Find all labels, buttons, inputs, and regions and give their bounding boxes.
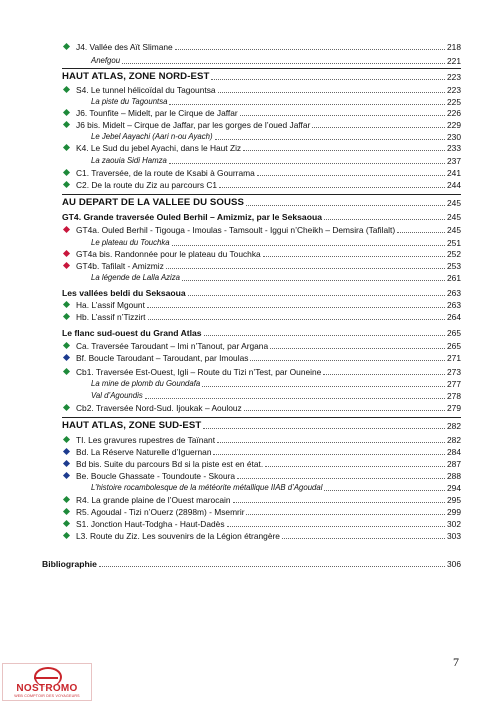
toc-entry-title: Be. Boucle Ghassate - Toundoute - Skoura [76, 471, 236, 481]
toc-entry-title: Bd. La Réserve Naturelle d’Iguernan [76, 447, 212, 457]
toc-entry-title: GT4b. Tafilalt - Amizmiz [76, 261, 164, 271]
diamond-bullet-icon [63, 460, 70, 467]
toc-page-number: 263 [447, 300, 461, 310]
dot-leader [169, 104, 445, 105]
toc-row-entry [0, 141, 500, 153]
toc-entry-title: Le flanc sud-ouest du Grand Atlas [62, 328, 202, 338]
toc-page-number: 264 [447, 312, 461, 322]
diamond-bullet-icon [63, 496, 70, 503]
toc-entry-title: Bibliographie [42, 559, 97, 569]
toc-page-number: 221 [447, 56, 461, 66]
toc-row-entry [0, 457, 500, 469]
toc-row-section [0, 196, 500, 208]
toc-page-number: 277 [447, 379, 461, 389]
toc-entry-title: J6 bis. Midelt – Cirque de Jaffar, par les gorges de l’oued Jaffar [76, 120, 311, 130]
toc-row-entry [0, 493, 500, 505]
toc-row-entry [0, 433, 500, 445]
toc-row-entry [0, 365, 500, 377]
diamond-bullet-icon [63, 508, 70, 515]
dot-leader [145, 398, 445, 399]
toc-entry-title: GT4a. Ouled Berhil - Tigouga - Imoulas - Tamsoult - Iggui n’Cheikh – Demsira (Tafilalt) [76, 225, 396, 235]
toc-entry-title: La légende de Lalla Aziza [91, 273, 181, 282]
toc-row-sub [0, 389, 500, 401]
dot-leader [215, 139, 445, 140]
dot-leader [203, 428, 445, 429]
dot-leader [243, 150, 445, 151]
toc-row-entry [0, 505, 500, 517]
toc-row-entry [0, 106, 500, 118]
toc-page-number: 226 [447, 108, 461, 118]
toc-row-section [0, 70, 500, 82]
diamond-bullet-icon [63, 448, 70, 455]
dot-leader [324, 490, 445, 491]
toc-row-entry [0, 339, 500, 351]
toc-entry-title: Le Jebel Aayachi (Aari n-ou Ayach) [91, 132, 213, 141]
toc-page-number: 229 [447, 120, 461, 130]
toc-row-sub [0, 377, 500, 389]
dot-leader [324, 219, 445, 220]
toc-page-number: 273 [447, 367, 461, 377]
dot-leader [182, 280, 445, 281]
toc-entry-title: La mine de plomb du Goundafa [91, 379, 201, 388]
dot-leader [175, 49, 445, 50]
toc-entry-title: Anefgou [91, 56, 121, 65]
toc-entry-title: L3. Route du Ziz. Les souvenirs de la Légion étrangère [76, 531, 280, 541]
toc-page-number: 282 [447, 435, 461, 445]
logo-name: NOSTROMO [16, 683, 78, 694]
toc-row-entry [0, 118, 500, 130]
dot-leader [270, 348, 445, 349]
toc-row-head [0, 286, 500, 298]
toc-row-sub [0, 271, 500, 283]
dot-leader [211, 79, 445, 80]
dot-leader [250, 360, 445, 361]
dot-leader [227, 526, 446, 527]
diamond-bullet-icon [63, 436, 70, 443]
diamond-bullet-icon [63, 86, 70, 93]
nostromo-logo [2, 663, 92, 701]
toc-page-number: 302 [447, 519, 461, 529]
dot-leader [282, 538, 445, 539]
diamond-bullet-icon [63, 532, 70, 539]
section-divider [62, 417, 461, 418]
toc-row-entry [0, 445, 500, 457]
dot-leader [217, 442, 445, 443]
toc-entry-title: TI. Les gravures rupestres de Taïnant [76, 435, 216, 445]
toc-entry-title: J4. Vallée des Aït Slimane [76, 42, 173, 52]
toc-row-entry [0, 401, 500, 413]
toc-row-entry [0, 40, 500, 52]
dot-leader [237, 478, 445, 479]
toc-page-number: 218 [447, 42, 461, 52]
diamond-bullet-icon [63, 354, 70, 361]
toc-entry-title: HAUT ATLAS, ZONE SUD-EST [62, 420, 202, 431]
toc-page-number: 230 [447, 132, 461, 142]
toc-row-entry [0, 351, 500, 363]
diamond-bullet-icon [63, 169, 70, 176]
toc-entry-title: GT4a bis. Randonnée pour le plateau du Touchka [76, 249, 261, 259]
toc-page-number: 306 [447, 559, 461, 569]
diamond-bullet-icon [63, 342, 70, 349]
toc-row-entry [0, 259, 500, 271]
toc-entry-title: S1. Jonction Haut-Todgha - Haut-Dadès [76, 519, 225, 529]
toc-page-number: 265 [447, 341, 461, 351]
diamond-bullet-icon [63, 404, 70, 411]
toc-entry-title: R4. La grande plaine de l’Ouest marocain [76, 495, 231, 505]
dot-leader [204, 335, 445, 336]
toc-row-biblio [0, 557, 500, 569]
dot-leader [169, 163, 445, 164]
toc-page-number: 241 [447, 168, 461, 178]
toc-page-number: 237 [447, 156, 461, 166]
toc-entry-title: L’histoire rocambolesque de la météorite métallique IIAB d’Agoudal [91, 483, 323, 492]
toc-page-number: 294 [447, 483, 461, 493]
toc-row-sub [0, 54, 500, 66]
toc-page-number: 233 [447, 143, 461, 153]
toc-entry-title: Les vallées beldi du Seksaoua [62, 288, 186, 298]
toc-page-number: 288 [447, 471, 461, 481]
diamond-bullet-icon [63, 262, 70, 269]
dot-leader [202, 386, 445, 387]
toc-page-number: 287 [447, 459, 461, 469]
toc-row-entry [0, 83, 500, 95]
diamond-bullet-icon [63, 109, 70, 116]
toc-page-number: 284 [447, 447, 461, 457]
dot-leader [122, 63, 445, 64]
toc-entry-title: AU DEPART DE LA VALLEE DU SOUSS [62, 197, 245, 208]
toc-page-number: 299 [447, 507, 461, 517]
dot-leader [172, 245, 445, 246]
logo-tagline: WEB COMPTOIR DES VOYAGEURS [14, 694, 80, 698]
dot-leader [265, 466, 445, 467]
diamond-bullet-icon [63, 250, 70, 257]
diamond-bullet-icon [63, 181, 70, 188]
toc-page-number: 265 [447, 328, 461, 338]
toc-entry-title: Bf. Boucle Taroudant – Taroudant, par Imoulas [76, 353, 249, 363]
toc-entry-title: Val d’Agoundis [91, 391, 143, 400]
toc-row-entry [0, 166, 500, 178]
toc-page-number: 245 [447, 225, 461, 235]
toc-row-sub [0, 154, 500, 166]
diamond-bullet-icon [63, 144, 70, 151]
toc-page-number: 245 [447, 198, 461, 208]
toc-page-number: 225 [447, 97, 461, 107]
dot-leader [99, 566, 445, 567]
dot-leader [397, 232, 445, 233]
diamond-bullet-icon [63, 43, 70, 50]
toc-page-number: 295 [447, 495, 461, 505]
toc-entry-title: Ha. L’assif Mgount [76, 300, 145, 310]
dot-leader [166, 268, 445, 269]
toc-entry-title: Ca. Traversée Taroudant – Imi n’Tanout, par Argana [76, 341, 269, 351]
page-number: 7 [453, 655, 459, 669]
toc-page-number: 282 [447, 421, 461, 431]
toc-entry-title: R5. Agoudal - Tizi n’Ouerz (2898m) - Msemrir [76, 507, 245, 517]
toc-row-entry [0, 469, 500, 481]
toc-row-entry [0, 247, 500, 259]
dot-leader [147, 307, 445, 308]
toc-entry-title: C1. Traversée, de la route de Ksabi à Gourrama [76, 168, 255, 178]
diamond-bullet-icon [63, 121, 70, 128]
dot-leader [323, 374, 445, 375]
toc-page-number: 252 [447, 249, 461, 259]
toc-page-number: 263 [447, 288, 461, 298]
toc-page-number: 303 [447, 531, 461, 541]
toc-row-section [0, 419, 500, 431]
toc-row-entry [0, 310, 500, 322]
dot-leader [213, 454, 445, 455]
dot-leader [188, 295, 445, 296]
diamond-bullet-icon [63, 520, 70, 527]
toc-page-number: 223 [447, 85, 461, 95]
dot-leader [263, 256, 445, 257]
toc-row-entry [0, 223, 500, 235]
section-divider [62, 68, 461, 69]
toc-page-number: 278 [447, 391, 461, 401]
dot-leader [312, 127, 445, 128]
toc-entry-title: HAUT ATLAS, ZONE NORD-EST [62, 71, 210, 82]
toc-page-number: 251 [447, 238, 461, 248]
toc-row-head [0, 326, 500, 338]
dot-leader [244, 410, 445, 411]
toc-entry-title: J6. Tounfite – Midelt, par le Cirque de Jaffar [76, 108, 238, 118]
toc-entry-title: La zaouia Sidi Hamza [91, 156, 167, 165]
dot-leader [148, 319, 446, 320]
toc-entry-title: Cb1. Traversée Est-Ouest, Igli – Route du Tizi n’Test, par Ouneine [76, 367, 322, 377]
section-divider [62, 194, 461, 195]
toc-row-entry [0, 517, 500, 529]
toc-page-number: 244 [447, 180, 461, 190]
toc-page-number: 261 [447, 273, 461, 283]
toc-entry-title: GT4. Grande traversée Ouled Berhil – Amizmiz, par le Seksaoua [62, 212, 322, 222]
dot-leader [218, 92, 445, 93]
toc-entry-title: Cb2. Traversée Nord-Sud. Ijoukak – Aoulouz [76, 403, 242, 413]
diamond-bullet-icon [63, 368, 70, 375]
toc-entry-title: La piste du Tagountsa [91, 97, 168, 106]
toc-entry-title: S4. Le tunnel hélicoïdal du Tagountsa [76, 85, 216, 95]
toc-row-entry [0, 529, 500, 541]
toc-row-head [0, 210, 500, 222]
toc-entry-title: K4. Le Sud du jebel Ayachi, dans le Haut Ziz [76, 143, 242, 153]
dot-leader [233, 502, 445, 503]
diamond-bullet-icon [63, 226, 70, 233]
toc-page-number: 253 [447, 261, 461, 271]
toc-row-entry [0, 178, 500, 190]
toc-page-number: 271 [447, 353, 461, 363]
toc-entry-title: Hb. L’assif n’Tizzirt [76, 312, 146, 322]
diamond-bullet-icon [63, 313, 70, 320]
toc-entry-title: C2. De la route du Ziz au parcours C1 [76, 180, 218, 190]
toc-entry-title: Le plateau du Touchka [91, 238, 170, 247]
toc-entry-title: Bd bis. Suite du parcours Bd si la piste est en état. [76, 459, 264, 469]
dot-leader [240, 115, 445, 116]
diamond-bullet-icon [63, 301, 70, 308]
dot-leader [246, 514, 445, 515]
toc-row-sub [0, 481, 500, 493]
dot-leader [257, 175, 445, 176]
diamond-bullet-icon [63, 472, 70, 479]
toc-page-number: 279 [447, 403, 461, 413]
dot-leader [246, 205, 445, 206]
toc-page-number: 223 [447, 72, 461, 82]
toc-page-number: 245 [447, 212, 461, 222]
toc-row-entry [0, 298, 500, 310]
dot-leader [219, 187, 445, 188]
